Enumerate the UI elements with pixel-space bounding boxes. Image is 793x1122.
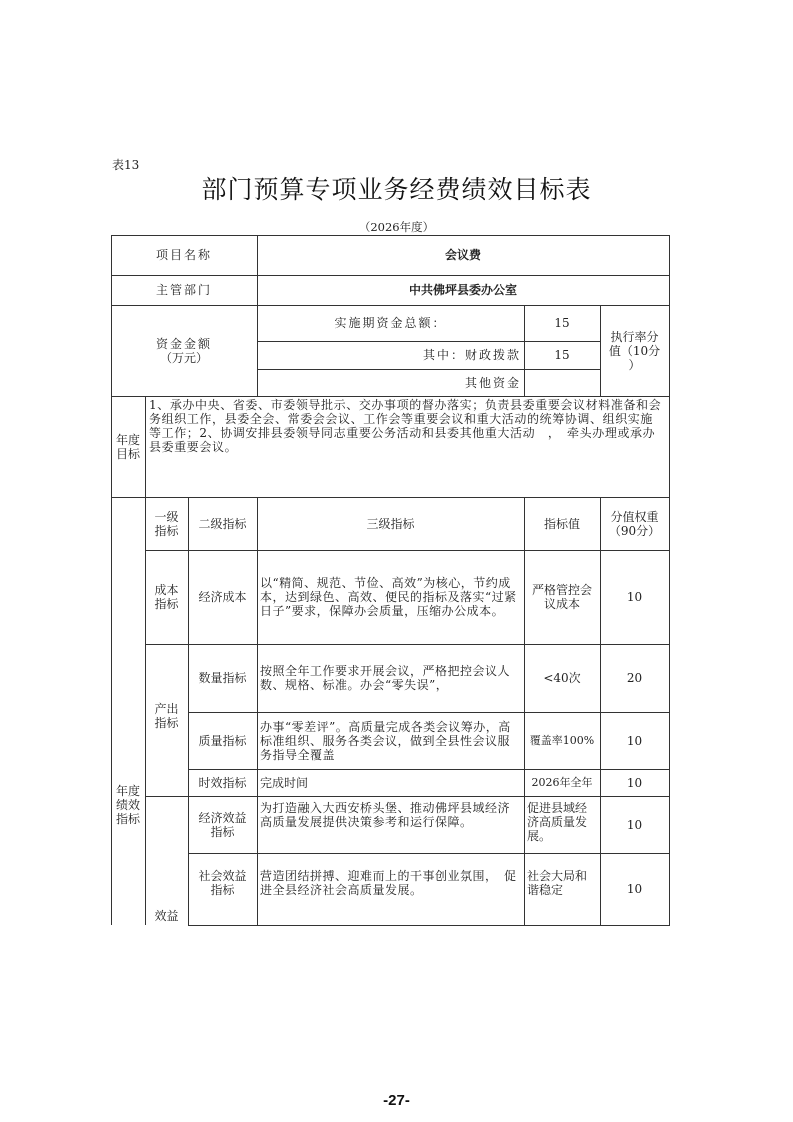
header-value: 指标值 <box>543 516 580 531</box>
execution-rate-line2: 值（10分 <box>608 343 661 358</box>
table-border-bottom <box>188 925 670 926</box>
execution-rate-line3: ） <box>628 357 641 372</box>
table-row-weight: 10 <box>626 590 643 604</box>
header-weight-line2: （90分） <box>608 523 661 538</box>
header-weight <box>600 497 669 550</box>
table-border-right <box>669 235 670 926</box>
table-row-value: <40次 <box>543 671 581 685</box>
output-indicator-label <box>145 644 188 796</box>
department-label: 主管部门 <box>155 283 212 297</box>
project-name-label: 项目名称 <box>155 248 212 262</box>
indicators-section-line3: 指标 <box>115 812 140 826</box>
indicators-section-label <box>111 775 145 835</box>
fiscal-year-label: （2026年度） <box>358 220 435 234</box>
table-row-level3: 以“精简、规范、节俭、高效”为核心，节约成本，达到绿色、高效、便民的指标及落实“过紧日子”要求，保障办会质量，压缩办公成本。 <box>260 576 517 618</box>
table-row-weight: 10 <box>626 733 643 748</box>
header-weight-line1: 分值权重 <box>610 509 659 524</box>
table-row-value: 社会大局和谐稳定 <box>527 868 588 897</box>
table-row-level2: 经济成本 <box>198 590 247 604</box>
table-row-level3: 为打造融入大西安桥头堡、推动佛坪县域经济高质量发展提供决策参考和运行保障。 <box>260 801 511 829</box>
indicators-section-line2: 绩效 <box>115 798 140 812</box>
total-funds-label: 实施期资金总额： <box>334 316 447 330</box>
header-level1-line1: 一级 <box>154 509 179 524</box>
table-row-level2: 时效指标 <box>198 775 247 790</box>
table-row-level3: 完成时间 <box>260 775 309 790</box>
fiscal-funds-value: 15 <box>554 348 570 362</box>
annual-goal-label <box>111 396 145 497</box>
header-level1 <box>145 497 188 550</box>
header-level3: 三级指标 <box>366 516 415 531</box>
level2-line2: 指标 <box>210 882 235 897</box>
annual-goal-text: 1、承办中央、省委、市委领导批示、交办事项的督办落实；负责县委重要会议材料准备和会务组织工作，县委全会、常委会会议、工作会等重要会议和重大活动的统筹协调、组织实施等工作；2、协调安排县委领导同志重要公务活动和县委其他重大活动 ， 牵头办理或承办县委重要会议。 <box>149 398 662 454</box>
department-value: 中共佛坪县委办公室 <box>408 283 517 297</box>
table-row-value: 2026年全年 <box>531 775 593 789</box>
table-row-level3: 办事“零差评”。高质量完成各类会议筹办，高标准组织、服务各类会议，做到全县性会议服务指导全覆盖 <box>260 719 511 762</box>
header-level1-line2: 指标 <box>154 523 179 538</box>
table-row-weight: 10 <box>626 882 643 896</box>
other-funds-value <box>524 369 600 396</box>
table-row-level2: 质量指标 <box>198 733 247 748</box>
cost-indicator-label <box>145 550 188 644</box>
funds-label <box>111 305 257 396</box>
table-row-level3: 按照全年工作要求开展会议，严格把控会议人数、规格、标准。办会“零失误”， <box>260 664 511 692</box>
table-number-label: 表13 <box>112 158 140 172</box>
page-title: 部门预算专项业务经费绩效目标表 <box>201 175 592 204</box>
output-indicator-line1: 产出 <box>154 702 179 716</box>
level2-line1: 经济效益 <box>198 810 247 825</box>
execution-rate-line1: 执行率分 <box>610 329 659 344</box>
output-indicator-line2: 指标 <box>154 716 179 730</box>
cost-indicator-line2: 指标 <box>154 597 179 611</box>
table-row-weight: 10 <box>626 817 643 832</box>
benefit-indicator-label: 效益 <box>154 909 179 923</box>
annual-goal-label-line2: 目标 <box>115 446 140 461</box>
table-row-level2 <box>188 853 257 925</box>
total-funds-value: 15 <box>554 316 570 330</box>
other-funds-label: 其他资金 <box>464 375 521 390</box>
project-name-value: 会议费 <box>444 248 481 262</box>
table-row-level2 <box>188 796 257 853</box>
execution-rate-label <box>600 305 669 396</box>
indicators-section-line1: 年度 <box>115 784 140 798</box>
table-row-weight: 10 <box>626 775 643 790</box>
level2-line2: 指标 <box>210 824 235 839</box>
funds-label-line1: 资金金额 <box>155 336 212 351</box>
funds-label-line2: （万元） <box>159 350 208 365</box>
header-level2: 二级指标 <box>198 516 247 531</box>
table-row-value: 严格管控会议成本 <box>531 583 592 611</box>
annual-goal-label-line1: 年度 <box>115 432 140 447</box>
table-row-level2: 数量指标 <box>198 671 247 685</box>
fiscal-funds-label: 其中：财政拨款 <box>422 348 521 362</box>
table-row-value: 覆盖率100% <box>529 733 595 747</box>
table-row-value: 促进县域经济高质量发展。 <box>527 801 588 843</box>
level2-line1: 社会效益 <box>198 868 247 883</box>
table-row-weight: 20 <box>626 671 643 685</box>
page-number: -27- <box>383 1092 410 1109</box>
cost-indicator-line1: 成本 <box>154 583 179 597</box>
table-row-level3: 营造团结拼搏、迎难而上的干事创业氛围， 促进全县经济社会高质量发展。 <box>260 868 517 897</box>
